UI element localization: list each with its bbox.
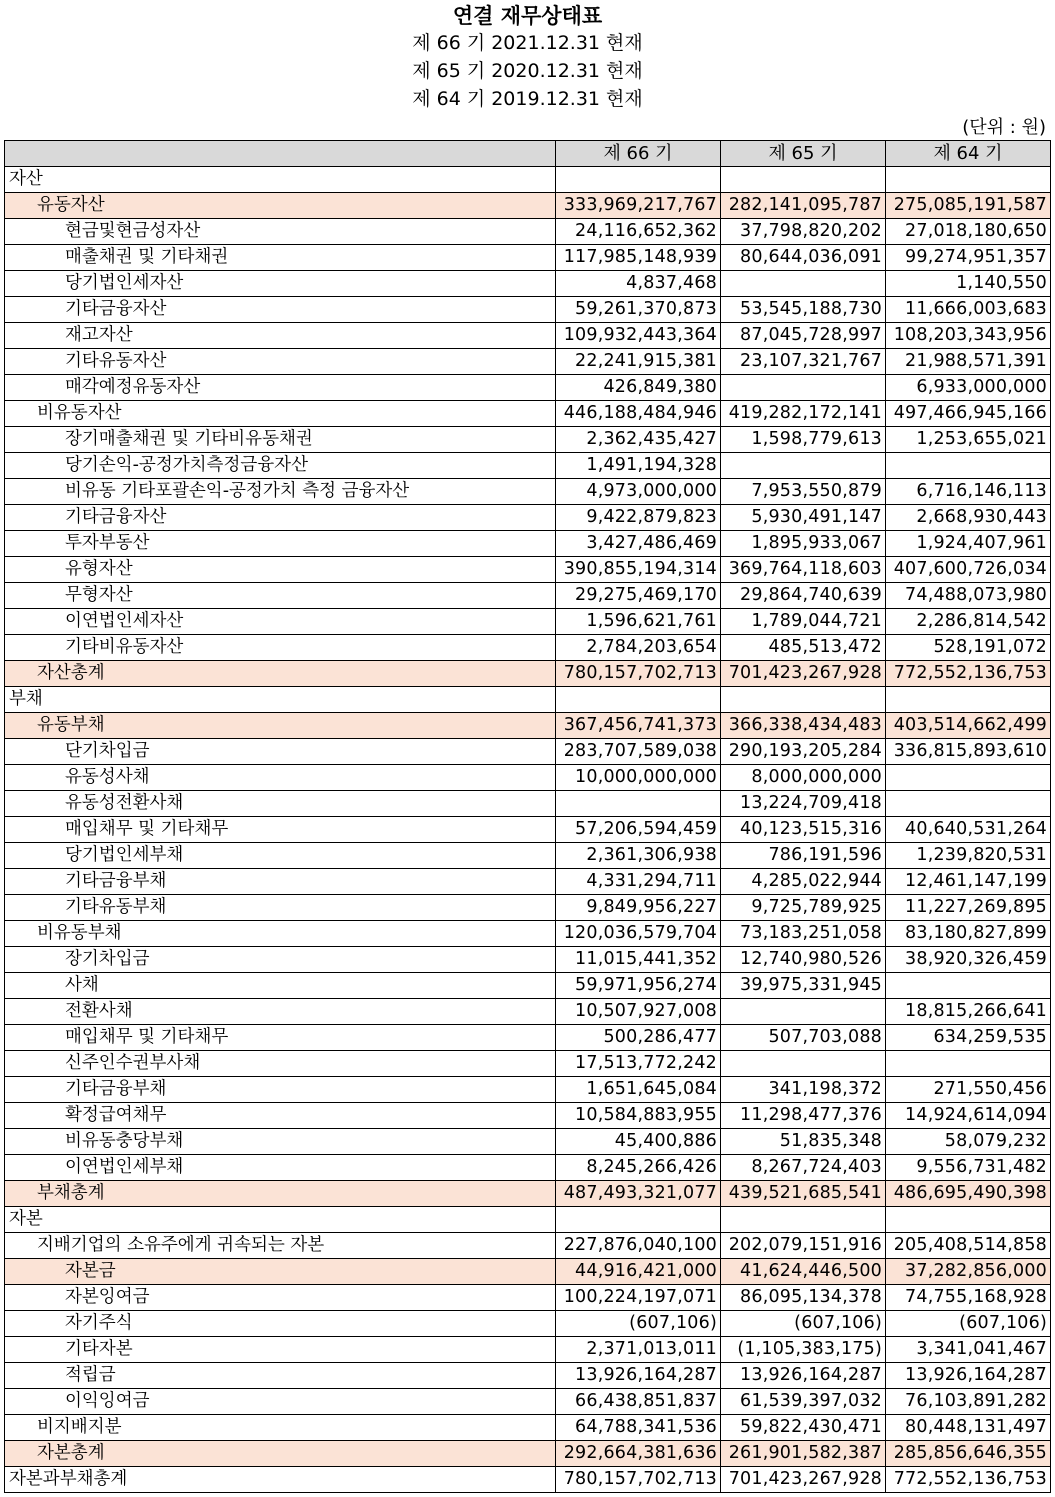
row-value: 366,338,434,483	[721, 713, 886, 739]
table-row	[5, 505, 1051, 531]
row-label: 기타자본	[5, 1337, 556, 1363]
statement-title: 연결 재무상태표	[452, 4, 603, 28]
row-label: 자본	[5, 1207, 556, 1233]
row-label: 당기손익-공정가치측정금융자산	[5, 453, 556, 479]
row-value: 500,286,477	[556, 1025, 721, 1051]
row-label: 기타유동자산	[5, 349, 556, 375]
row-value	[886, 453, 1051, 479]
row-label: 매각예정유동자산	[5, 375, 556, 401]
table-row	[5, 453, 1051, 479]
table-row	[5, 167, 1051, 193]
row-value: 261,901,582,387	[721, 1441, 886, 1467]
row-label: 자산총계	[5, 661, 556, 687]
row-value: 6,716,146,113	[886, 479, 1051, 505]
row-value	[556, 687, 721, 713]
row-value: 507,703,088	[721, 1025, 886, 1051]
row-value: 99,274,951,357	[886, 245, 1051, 271]
row-value: 108,203,343,956	[886, 323, 1051, 349]
row-label: 이익잉여금	[5, 1389, 556, 1415]
row-label: 유형자산	[5, 557, 556, 583]
table-row	[5, 271, 1051, 297]
row-label: 기타금융부채	[5, 1077, 556, 1103]
table-row	[5, 1285, 1051, 1311]
row-value: 39,975,331,945	[721, 973, 886, 999]
row-value: 23,107,321,767	[721, 349, 886, 375]
unit-label: (단위 : 원)	[962, 117, 1046, 138]
row-value: 701,423,267,928	[721, 661, 886, 687]
row-value	[886, 167, 1051, 193]
row-label: 매출채권 및 기타채권	[5, 245, 556, 271]
table-row	[5, 1311, 1051, 1337]
table-header-row	[5, 141, 1051, 167]
table-row	[5, 531, 1051, 557]
row-value: 369,764,118,603	[721, 557, 886, 583]
row-value: 487,493,321,077	[556, 1181, 721, 1207]
table-row	[5, 1467, 1051, 1493]
row-value: 10,584,883,955	[556, 1103, 721, 1129]
row-value: 86,095,134,378	[721, 1285, 886, 1311]
row-label: 비지배지분	[5, 1415, 556, 1441]
row-value: 1,239,820,531	[886, 843, 1051, 869]
row-value: 1,253,655,021	[886, 427, 1051, 453]
row-value: 4,285,022,944	[721, 869, 886, 895]
row-value: 1,140,550	[886, 271, 1051, 297]
row-value	[721, 1051, 886, 1077]
table-row	[5, 1207, 1051, 1233]
row-value	[721, 1207, 886, 1233]
row-value: 528,191,072	[886, 635, 1051, 661]
row-value	[556, 1207, 721, 1233]
table-row	[5, 297, 1051, 323]
table-row	[5, 1389, 1051, 1415]
row-value: 74,488,073,980	[886, 583, 1051, 609]
period-line-64: 제 64 기 2019.12.31 현재	[412, 88, 643, 110]
row-label: 이연법인세부채	[5, 1155, 556, 1181]
row-value: 271,550,456	[886, 1077, 1051, 1103]
row-value: 12,461,147,199	[886, 869, 1051, 895]
table-row	[5, 1363, 1051, 1389]
row-value: 2,371,013,011	[556, 1337, 721, 1363]
row-label: 기타유동부채	[5, 895, 556, 921]
row-value: 4,837,468	[556, 271, 721, 297]
row-value: 1,491,194,328	[556, 453, 721, 479]
row-label: 자본과부채총계	[5, 1467, 556, 1493]
row-label: 장기차입금	[5, 947, 556, 973]
row-value: 1,651,645,084	[556, 1077, 721, 1103]
row-value: 83,180,827,899	[886, 921, 1051, 947]
row-value: 282,141,095,787	[721, 193, 886, 219]
row-label: 부채총계	[5, 1181, 556, 1207]
row-label: 비유동자산	[5, 401, 556, 427]
row-value: 41,624,446,500	[721, 1259, 886, 1285]
row-value: 14,924,614,094	[886, 1103, 1051, 1129]
row-value	[721, 687, 886, 713]
row-label: 무형자산	[5, 583, 556, 609]
row-value: 61,539,397,032	[721, 1389, 886, 1415]
row-value: 341,198,372	[721, 1077, 886, 1103]
row-value: 336,815,893,610	[886, 739, 1051, 765]
row-value: 10,507,927,008	[556, 999, 721, 1025]
row-value: 1,924,407,961	[886, 531, 1051, 557]
table-row	[5, 557, 1051, 583]
table-row	[5, 765, 1051, 791]
row-value	[721, 999, 886, 1025]
row-label: 지배기업의 소유주에게 귀속되는 자본	[5, 1233, 556, 1259]
row-value: (607,106)	[721, 1311, 886, 1337]
table-row	[5, 921, 1051, 947]
row-label: 전환사채	[5, 999, 556, 1025]
row-value	[886, 973, 1051, 999]
row-value: 486,695,490,398	[886, 1181, 1051, 1207]
row-value: 22,241,915,381	[556, 349, 721, 375]
row-label: 단기차입금	[5, 739, 556, 765]
table-row	[5, 193, 1051, 219]
row-value: 37,282,856,000	[886, 1259, 1051, 1285]
row-value: 333,969,217,767	[556, 193, 721, 219]
row-value: 9,725,789,925	[721, 895, 886, 921]
row-value	[886, 791, 1051, 817]
row-value: 8,267,724,403	[721, 1155, 886, 1181]
table-row	[5, 635, 1051, 661]
table-row	[5, 791, 1051, 817]
balance-sheet-table	[4, 140, 1051, 1493]
row-label: 유동부채	[5, 713, 556, 739]
table-row	[5, 1103, 1051, 1129]
table-row	[5, 843, 1051, 869]
row-value: 120,036,579,704	[556, 921, 721, 947]
row-value: 1,596,621,761	[556, 609, 721, 635]
row-value: 7,953,550,879	[721, 479, 886, 505]
row-value: 76,103,891,282	[886, 1389, 1051, 1415]
period-line-65: 제 65 기 2020.12.31 현재	[412, 60, 643, 82]
row-value: 57,206,594,459	[556, 817, 721, 843]
row-label: 재고자산	[5, 323, 556, 349]
row-value: 12,740,980,526	[721, 947, 886, 973]
row-value: (607,106)	[886, 1311, 1051, 1337]
table-row	[5, 869, 1051, 895]
row-label: 자기주식	[5, 1311, 556, 1337]
row-value: 38,920,326,459	[886, 947, 1051, 973]
row-value: 786,191,596	[721, 843, 886, 869]
row-value: 8,000,000,000	[721, 765, 886, 791]
row-value: 11,666,003,683	[886, 297, 1051, 323]
row-value: (1,105,383,175)	[721, 1337, 886, 1363]
row-value: 9,849,956,227	[556, 895, 721, 921]
row-value: 780,157,702,713	[556, 1467, 721, 1493]
row-value: 780,157,702,713	[556, 661, 721, 687]
row-value: 59,822,430,471	[721, 1415, 886, 1441]
row-value: 1,598,779,613	[721, 427, 886, 453]
row-value	[721, 453, 886, 479]
table-row	[5, 219, 1051, 245]
row-value: 74,755,168,928	[886, 1285, 1051, 1311]
row-value	[886, 765, 1051, 791]
row-value: 37,798,820,202	[721, 219, 886, 245]
row-value: 407,600,726,034	[886, 557, 1051, 583]
row-label: 당기법인세자산	[5, 271, 556, 297]
row-value	[721, 167, 886, 193]
row-label: 유동성전환사채	[5, 791, 556, 817]
row-value: 73,183,251,058	[721, 921, 886, 947]
row-value: 24,116,652,362	[556, 219, 721, 245]
table-row	[5, 713, 1051, 739]
row-value: 3,341,041,467	[886, 1337, 1051, 1363]
row-value: 58,079,232	[886, 1129, 1051, 1155]
row-value: 2,784,203,654	[556, 635, 721, 661]
table-row	[5, 401, 1051, 427]
row-value: 13,224,709,418	[721, 791, 886, 817]
row-value: 205,408,514,858	[886, 1233, 1051, 1259]
table-row	[5, 245, 1051, 271]
row-value: 11,298,477,376	[721, 1103, 886, 1129]
row-label: 비유동부채	[5, 921, 556, 947]
table-row	[5, 427, 1051, 453]
row-label: 확정급여채무	[5, 1103, 556, 1129]
row-value: 66,438,851,837	[556, 1389, 721, 1415]
column-header-66: 제 66 기	[556, 141, 721, 167]
table-row	[5, 947, 1051, 973]
row-value: 59,261,370,873	[556, 297, 721, 323]
row-value: 1,895,933,067	[721, 531, 886, 557]
table-row	[5, 1051, 1051, 1077]
row-value: 292,664,381,636	[556, 1441, 721, 1467]
row-value: 202,079,151,916	[721, 1233, 886, 1259]
row-label: 자본금	[5, 1259, 556, 1285]
column-header-65: 제 65 기	[721, 141, 886, 167]
table-row	[5, 1441, 1051, 1467]
table-row	[5, 1155, 1051, 1181]
row-label: 유동자산	[5, 193, 556, 219]
row-value: 485,513,472	[721, 635, 886, 661]
row-value: 9,556,731,482	[886, 1155, 1051, 1181]
row-value: 29,864,740,639	[721, 583, 886, 609]
table-row	[5, 1077, 1051, 1103]
row-value: 419,282,172,141	[721, 401, 886, 427]
row-value: 10,000,000,000	[556, 765, 721, 791]
row-value: 2,362,435,427	[556, 427, 721, 453]
row-value: 27,018,180,650	[886, 219, 1051, 245]
table-row	[5, 895, 1051, 921]
row-value: 2,361,306,938	[556, 843, 721, 869]
row-value: 13,926,164,287	[721, 1363, 886, 1389]
row-value: 13,926,164,287	[556, 1363, 721, 1389]
row-value: 40,123,515,316	[721, 817, 886, 843]
row-value: 367,456,741,373	[556, 713, 721, 739]
row-value: 446,188,484,946	[556, 401, 721, 427]
row-value: 4,973,000,000	[556, 479, 721, 505]
row-value: 18,815,266,641	[886, 999, 1051, 1025]
row-value: 439,521,685,541	[721, 1181, 886, 1207]
table-row	[5, 661, 1051, 687]
row-value	[556, 167, 721, 193]
row-label: 자산	[5, 167, 556, 193]
row-value: 53,545,188,730	[721, 297, 886, 323]
row-value: 3,427,486,469	[556, 531, 721, 557]
table-row	[5, 583, 1051, 609]
row-value: 59,971,956,274	[556, 973, 721, 999]
row-value: 51,835,348	[721, 1129, 886, 1155]
row-value: 5,930,491,147	[721, 505, 886, 531]
row-value: 13,926,164,287	[886, 1363, 1051, 1389]
row-value: 634,259,535	[886, 1025, 1051, 1051]
row-label: 투자부동산	[5, 531, 556, 557]
row-value: 11,015,441,352	[556, 947, 721, 973]
table-row	[5, 1415, 1051, 1441]
row-value	[556, 791, 721, 817]
row-value: 17,513,772,242	[556, 1051, 721, 1077]
table-row	[5, 739, 1051, 765]
table-row	[5, 323, 1051, 349]
row-label: 부채	[5, 687, 556, 713]
row-value: 45,400,886	[556, 1129, 721, 1155]
row-value: 40,640,531,264	[886, 817, 1051, 843]
row-value: 117,985,148,939	[556, 245, 721, 271]
column-header-64: 제 64 기	[886, 141, 1051, 167]
row-value: 701,423,267,928	[721, 1467, 886, 1493]
row-label: 기타금융자산	[5, 505, 556, 531]
row-value: 11,227,269,895	[886, 895, 1051, 921]
row-label: 기타금융자산	[5, 297, 556, 323]
row-value: 2,668,930,443	[886, 505, 1051, 531]
row-label: 비유동 기타포괄손익-공정가치 측정 금융자산	[5, 479, 556, 505]
table-body	[5, 167, 1051, 1493]
row-value: 1,789,044,721	[721, 609, 886, 635]
row-value: 109,932,443,364	[556, 323, 721, 349]
row-label: 자본총계	[5, 1441, 556, 1467]
row-value: 772,552,136,753	[886, 1467, 1051, 1493]
table-row	[5, 1129, 1051, 1155]
table-row	[5, 479, 1051, 505]
row-value: 285,856,646,355	[886, 1441, 1051, 1467]
row-value: 6,933,000,000	[886, 375, 1051, 401]
row-value: 9,422,879,823	[556, 505, 721, 531]
row-value: 497,466,945,166	[886, 401, 1051, 427]
row-value: 275,085,191,587	[886, 193, 1051, 219]
row-value: 44,916,421,000	[556, 1259, 721, 1285]
row-label: 유동성사채	[5, 765, 556, 791]
row-label: 자본잉여금	[5, 1285, 556, 1311]
row-value: 80,448,131,497	[886, 1415, 1051, 1441]
table-row	[5, 1025, 1051, 1051]
row-value	[886, 687, 1051, 713]
row-value: 403,514,662,499	[886, 713, 1051, 739]
row-label: 기타금융부채	[5, 869, 556, 895]
row-label: 적립금	[5, 1363, 556, 1389]
row-value: 227,876,040,100	[556, 1233, 721, 1259]
row-value: 426,849,380	[556, 375, 721, 401]
row-value: (607,106)	[556, 1311, 721, 1337]
row-label: 현금및현금성자산	[5, 219, 556, 245]
row-label: 이연법인세자산	[5, 609, 556, 635]
row-value	[721, 375, 886, 401]
row-label: 사채	[5, 973, 556, 999]
row-value: 2,286,814,542	[886, 609, 1051, 635]
row-label: 당기법인세부채	[5, 843, 556, 869]
row-label: 신주인수권부사채	[5, 1051, 556, 1077]
row-value: 390,855,194,314	[556, 557, 721, 583]
table-row	[5, 375, 1051, 401]
row-value: 80,644,036,091	[721, 245, 886, 271]
row-label: 비유동충당부채	[5, 1129, 556, 1155]
row-value: 87,045,728,997	[721, 323, 886, 349]
row-value: 21,988,571,391	[886, 349, 1051, 375]
row-label: 장기매출채권 및 기타비유동채권	[5, 427, 556, 453]
table-row	[5, 1259, 1051, 1285]
row-value: 64,788,341,536	[556, 1415, 721, 1441]
table-row	[5, 609, 1051, 635]
row-value: 29,275,469,170	[556, 583, 721, 609]
row-value: 8,245,266,426	[556, 1155, 721, 1181]
table-row	[5, 999, 1051, 1025]
table-row	[5, 973, 1051, 999]
table-row	[5, 1181, 1051, 1207]
column-header-item	[5, 141, 556, 167]
period-line-66: 제 66 기 2021.12.31 현재	[412, 32, 643, 54]
table-row	[5, 1233, 1051, 1259]
row-value: 290,193,205,284	[721, 739, 886, 765]
row-value: 100,224,197,071	[556, 1285, 721, 1311]
row-label: 기타비유동자산	[5, 635, 556, 661]
row-value	[721, 271, 886, 297]
row-value	[886, 1051, 1051, 1077]
row-value: 772,552,136,753	[886, 661, 1051, 687]
row-value: 283,707,589,038	[556, 739, 721, 765]
table-row	[5, 687, 1051, 713]
row-label: 매입채무 및 기타채무	[5, 1025, 556, 1051]
table-row	[5, 349, 1051, 375]
row-value	[886, 1207, 1051, 1233]
row-label: 매입채무 및 기타채무	[5, 817, 556, 843]
table-row	[5, 1337, 1051, 1363]
table-row	[5, 817, 1051, 843]
row-value: 4,331,294,711	[556, 869, 721, 895]
